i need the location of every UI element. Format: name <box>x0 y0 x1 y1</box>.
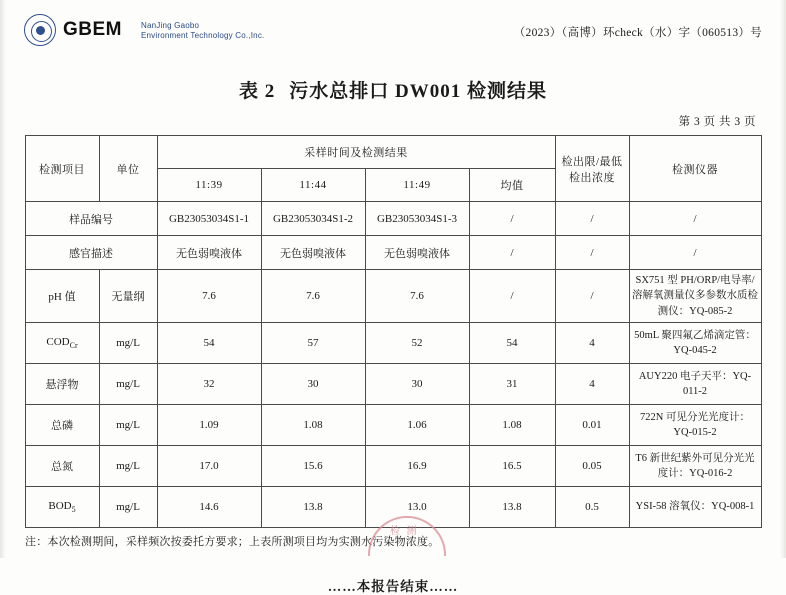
row-average: / <box>469 202 555 236</box>
row-value-1: 17.0 <box>157 446 261 487</box>
row-value-1: 无色弱嗅液体 <box>157 236 261 270</box>
row-value-2: GB23053034S1-2 <box>261 202 365 236</box>
company-name-line2: Environment Technology Co.,Inc. <box>141 31 265 40</box>
row-limit: / <box>555 202 629 236</box>
header-detection-limit: 检出限/最低检出浓度 <box>555 136 629 202</box>
row-unit: mg/L <box>99 323 157 364</box>
row-instrument: 50mL 聚四氟乙烯滴定管：YQ-045-2 <box>629 323 761 364</box>
table-row <box>25 446 761 487</box>
company-name <box>141 19 264 41</box>
row-label: 样品编号 <box>25 202 157 236</box>
table-row <box>25 270 761 323</box>
row-limit: 4 <box>555 323 629 364</box>
table-note: 注：本次检测期间，采样频次按委托方要求；上表所测项目均为实测水污染物浓度。 <box>25 536 440 548</box>
row-value-1: 7.6 <box>157 270 261 323</box>
row-limit: 0.5 <box>555 487 629 528</box>
row-value-3: 16.9 <box>365 446 469 487</box>
page-count: 第 3 页 共 3 页 <box>678 116 756 128</box>
company-logo <box>24 14 264 46</box>
row-instrument: T6 新世纪紫外可见分光光度计：YQ-016-2 <box>629 446 761 487</box>
row-value-2: 57 <box>261 323 365 364</box>
row-value-3: 13.0 <box>365 487 469 528</box>
logo-text: GBEM <box>63 19 122 40</box>
row-value-1: GB23053034S1-1 <box>157 202 261 236</box>
row-unit: mg/L <box>99 487 157 528</box>
header-unit: 单位 <box>99 136 157 202</box>
header-time-1: 11:39 <box>157 169 261 202</box>
row-unit: mg/L <box>99 446 157 487</box>
table-row <box>25 236 761 270</box>
row-value-2: 13.8 <box>261 487 365 528</box>
row-value-2: 1.08 <box>261 405 365 446</box>
row-instrument: AUY220 电子天平：YQ-011-2 <box>629 364 761 405</box>
row-limit: / <box>555 270 629 323</box>
globe-icon <box>24 14 56 46</box>
row-value-2: 15.6 <box>261 446 365 487</box>
table-header-row-1 <box>25 136 761 169</box>
stamp-text: 检 测 <box>390 526 419 537</box>
row-label: 悬浮物 <box>25 364 99 405</box>
row-instrument: / <box>629 236 761 270</box>
row-limit: / <box>555 236 629 270</box>
row-value-1: 14.6 <box>157 487 261 528</box>
header-average: 均值 <box>469 169 555 202</box>
row-label: pH 值 <box>25 270 99 323</box>
header-time-2: 11:44 <box>261 169 365 202</box>
row-value-1: 54 <box>157 323 261 364</box>
header-instrument: 检测仪器 <box>629 136 761 202</box>
row-average: 54 <box>469 323 555 364</box>
row-value-3: GB23053034S1-3 <box>365 202 469 236</box>
document-header <box>24 0 762 60</box>
table-row <box>25 487 761 528</box>
header-item: 检测项目 <box>25 136 99 202</box>
row-value-3: 1.06 <box>365 405 469 446</box>
row-average: 1.08 <box>469 405 555 446</box>
row-instrument: 722N 可见分光光度计：YQ-015-2 <box>629 405 761 446</box>
row-average: / <box>469 236 555 270</box>
table-row <box>25 405 761 446</box>
row-value-3: 无色弱嗅液体 <box>365 236 469 270</box>
company-name-line1: NanJing Gaobo <box>141 21 200 30</box>
row-value-3: 52 <box>365 323 469 364</box>
row-value-2: 30 <box>261 364 365 405</box>
row-label: 总氮 <box>25 446 99 487</box>
row-value-2: 7.6 <box>261 270 365 323</box>
row-unit: 无量纲 <box>99 270 157 323</box>
row-unit: mg/L <box>99 364 157 405</box>
table-row <box>25 202 761 236</box>
row-value-1: 32 <box>157 364 261 405</box>
table-title-text: 污水总排口 DW001 检测结果 <box>289 81 547 102</box>
row-instrument: SX751 型 PH/ORP/电导率/溶解氧测量仪多参数水质检测仪：YQ-085-2 <box>629 270 761 323</box>
row-average: 31 <box>469 364 555 405</box>
row-limit: 4 <box>555 364 629 405</box>
table-row <box>25 323 761 364</box>
row-limit: 0.05 <box>555 446 629 487</box>
row-value-3: 7.6 <box>365 270 469 323</box>
row-average: 16.5 <box>469 446 555 487</box>
header-time-3: 11:49 <box>365 169 469 202</box>
report-end-mark: ……本报告结束…… <box>327 579 459 594</box>
page-title <box>24 76 762 103</box>
row-value-3: 30 <box>365 364 469 405</box>
row-value-2: 无色弱嗅液体 <box>261 236 365 270</box>
report-number: （2023）（高博）环check（水）字（060513）号 <box>513 27 762 39</box>
row-limit: 0.01 <box>555 405 629 446</box>
row-value-1: 1.09 <box>157 405 261 446</box>
table-number: 表 2 <box>239 81 276 102</box>
row-instrument: / <box>629 202 761 236</box>
row-unit: mg/L <box>99 405 157 446</box>
row-label: $COD_{Cr}$ <box>25 323 99 364</box>
row-label: 总磷 <box>25 405 99 446</box>
row-instrument: YSI-58 溶氧仪：YQ-008-1 <box>629 487 761 528</box>
row-label: $BOD_5$ <box>25 487 99 528</box>
row-label: 感官描述 <box>25 236 157 270</box>
row-average: / <box>469 270 555 323</box>
table-row <box>25 364 761 405</box>
row-average: 13.8 <box>469 487 555 528</box>
header-sampling-group: 采样时间及检测结果 <box>157 136 555 169</box>
results-table <box>25 135 762 528</box>
